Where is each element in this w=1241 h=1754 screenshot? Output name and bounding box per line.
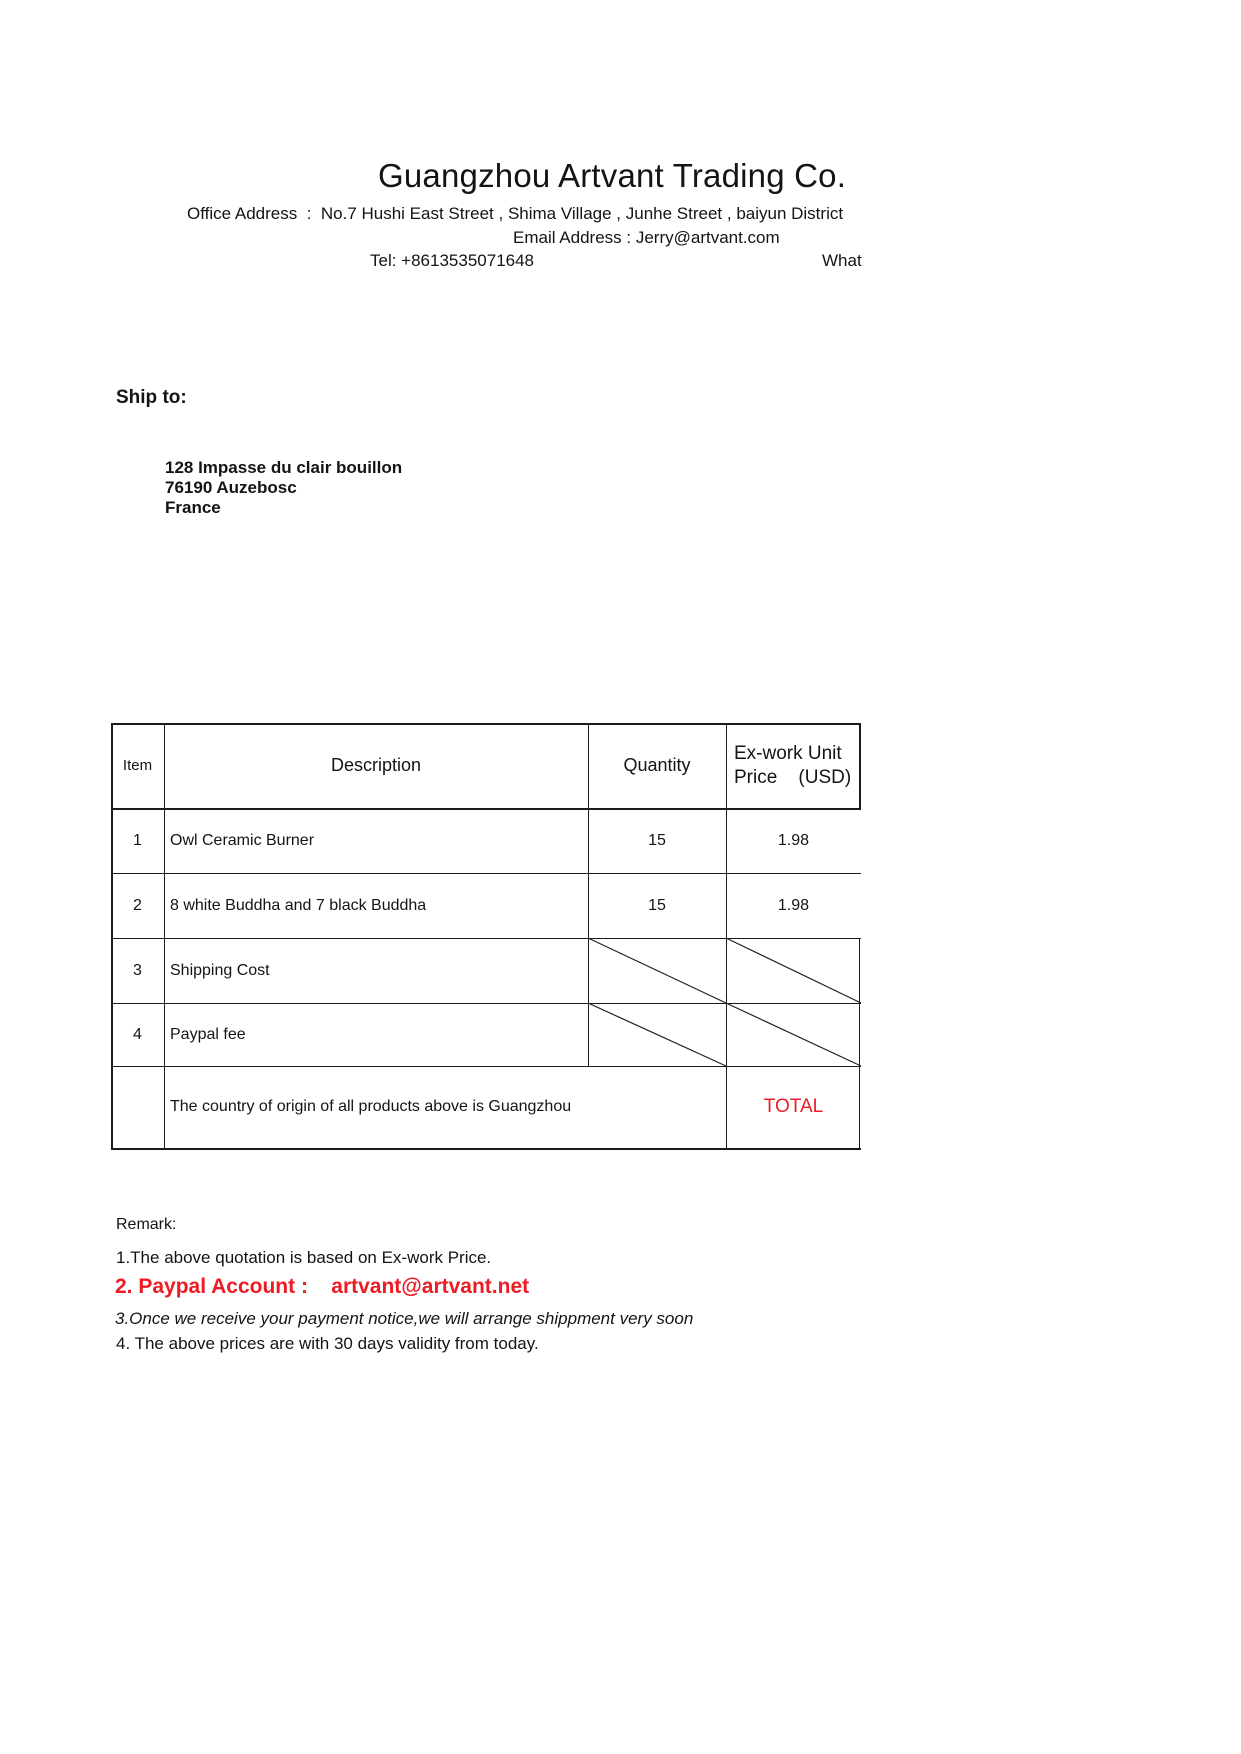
origin-note: The country of origin of all products above is Guangzhou xyxy=(170,1098,572,1115)
row-2-price: 1.98 xyxy=(777,896,810,914)
quotation-table xyxy=(111,723,861,1150)
remark-line-1: 1.The above quotation is based on Ex-work Price. xyxy=(116,1248,492,1267)
remark-heading: Remark: xyxy=(116,1216,177,1233)
whatsapp-text-fragment: What xyxy=(822,251,862,270)
ship-to-label: Ship to: xyxy=(116,387,187,408)
price-header-line-2: Price (USD) xyxy=(734,766,852,788)
total-label: TOTAL xyxy=(763,1096,824,1117)
row-2-quantity: 15 xyxy=(648,896,666,914)
diagonal-strike-icon xyxy=(588,938,726,1003)
diagonal-strike-icon xyxy=(726,938,861,1003)
diagonal-strike-icon xyxy=(726,1003,861,1066)
row-1-price: 1.98 xyxy=(777,831,810,849)
ship-to-address-line-3: France xyxy=(165,498,221,517)
office-address-line: Office Address : No.7 Hushi East Street , Shima Village , Junhe Street , baiyun District xyxy=(187,204,844,223)
ship-to-address-line-2: 76190 Auzebosc xyxy=(165,478,297,497)
row-1-quantity: 15 xyxy=(648,831,666,849)
row-1-item: 1 xyxy=(133,831,142,849)
row-1-description: Owl Ceramic Burner xyxy=(170,831,315,849)
remark-line-2-paypal-account: 2. Paypal Account : artvant@artvant.net xyxy=(115,1275,530,1298)
row-4-item: 4 xyxy=(133,1025,142,1043)
ship-to-address-block xyxy=(165,458,402,518)
company-name: Guangzhou Artvant Trading Co. xyxy=(378,157,847,194)
item-column-header: Item xyxy=(122,757,153,774)
diagonal-strike-icon xyxy=(588,1003,726,1066)
table-border-bottom xyxy=(111,1148,861,1150)
price-header-line-1: Ex-work Unit xyxy=(734,742,842,764)
email-address-line: Email Address : Jerry@artvant.com xyxy=(513,228,780,247)
tel-line: Tel: +8613535071648 xyxy=(370,251,535,270)
row-2-description: 8 white Buddha and 7 black Buddha xyxy=(170,896,427,914)
description-column-header: Description xyxy=(330,755,422,775)
remark-line-3: 3.Once we receive your payment notice,we will arrange shippment very soon xyxy=(115,1309,694,1328)
quantity-column-header: Quantity xyxy=(623,755,691,775)
ship-to-address-line-1: 128 Impasse du clair bouillon xyxy=(165,458,403,477)
row-2-item: 2 xyxy=(133,896,142,914)
row-4-description: Paypal fee xyxy=(170,1025,246,1043)
remark-line-4: 4. The above prices are with 30 days validity from today. xyxy=(116,1334,539,1353)
row-3-item: 3 xyxy=(133,961,142,979)
row-3-description: Shipping Cost xyxy=(170,961,270,979)
price-column-header xyxy=(726,723,861,808)
